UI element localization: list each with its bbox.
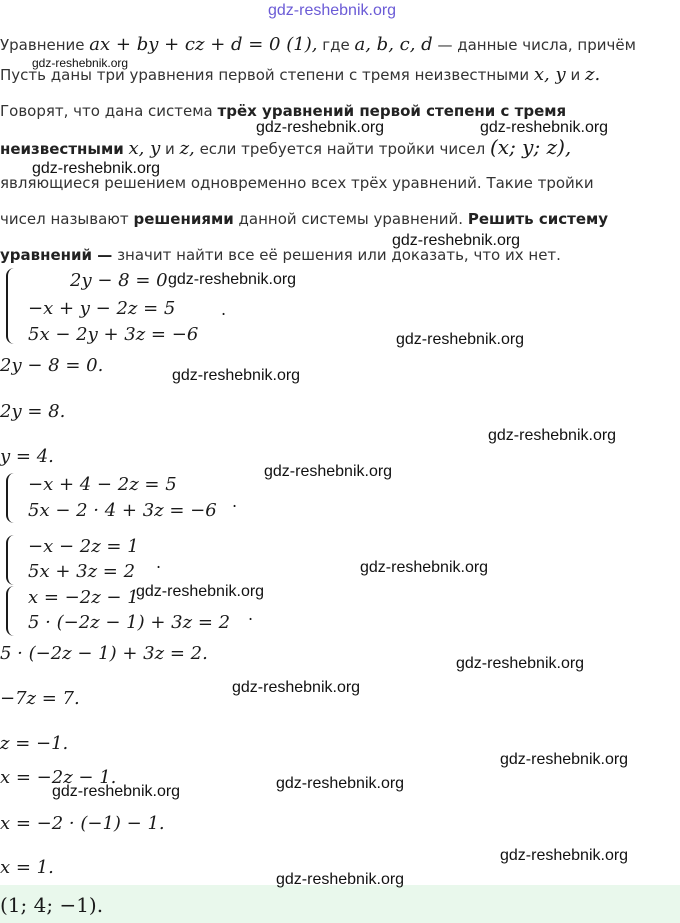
watermark: gdz-reshebnik.org: [392, 232, 521, 249]
brace-system-1: [6, 268, 14, 344]
watermark: gdz-reshebnik.org: [32, 160, 161, 177]
step-7: x = −2z − 1.: [0, 767, 117, 788]
brace-system-4: [6, 586, 14, 636]
system-1-eq-2: −x + y − 2z = 5: [28, 298, 176, 319]
watermark: gdz-reshebnik.org: [480, 119, 609, 136]
intro-text: Пусть даны три уравнения первой степени с тремя неизвестными: [0, 66, 530, 84]
para-bold: Решить систему: [467, 210, 609, 228]
para-text: и: [165, 140, 175, 158]
para-text: Говорят, что дана система: [0, 102, 213, 120]
watermark: gdz-reshebnik.org: [32, 56, 129, 70]
watermark: gdz-reshebnik.org: [500, 847, 629, 864]
para-bold: уравнений —: [0, 246, 113, 264]
system-1-eq-1: 2y − 8 = 0: [70, 270, 168, 291]
para-line: [0, 101, 566, 121]
intro-text: — данные числа, причём: [437, 36, 636, 54]
intro-text: Уравнение: [0, 36, 85, 54]
system-dot: .: [156, 553, 162, 572]
var-z: z,: [179, 138, 195, 159]
answer: (1; 4; −1).: [0, 893, 104, 917]
para-text: данной системы уравнений.: [238, 210, 464, 228]
intro-line-1: [0, 35, 636, 55]
watermark: gdz-reshebnik.org: [360, 559, 489, 576]
brace-system-2: [6, 473, 14, 523]
para-line: [0, 137, 571, 159]
watermark: gdz-reshebnik.org: [488, 427, 617, 444]
system-3-eq-2: 5x + 3z = 2: [28, 561, 136, 582]
system-dot: .: [232, 492, 238, 511]
watermark: gdz-reshebnik.org: [264, 463, 393, 480]
para-line: [0, 209, 608, 229]
watermark: gdz-reshebnik.org: [232, 679, 361, 696]
watermark-header[interactable]: gdz-reshebnik.org: [268, 2, 397, 19]
watermark: gdz-reshebnik.org: [168, 271, 297, 288]
para-bold: неизвестными: [0, 140, 124, 158]
para-line: [0, 173, 594, 193]
para-text: значит найти все её решения или доказать, что их нет.: [117, 246, 561, 264]
var-z: z.: [584, 64, 601, 85]
para-bold: решениями: [133, 210, 234, 228]
watermark: gdz-reshebnik.org: [500, 751, 629, 768]
brace-system-3: [6, 535, 14, 585]
system-2-eq-2: 5x − 2 · 4 + 3z = −6: [28, 500, 217, 521]
coefficients: a, b, c, d: [354, 34, 433, 55]
watermark: gdz-reshebnik.org: [172, 367, 301, 384]
step-6: z = −1.: [0, 733, 69, 754]
system-2-eq-1: −x + 4 − 2z = 5: [28, 474, 177, 495]
step-9: x = 1.: [0, 857, 54, 878]
system-dot: .: [248, 605, 254, 624]
watermark: gdz-reshebnik.org: [276, 775, 405, 792]
step-5: −7z = 7.: [0, 688, 80, 709]
para-bold: трёх уравнений первой степени с тремя: [217, 102, 567, 120]
vars: x, y: [128, 138, 161, 159]
step-3: y = 4.: [0, 446, 54, 467]
triple: (x; y; z),: [490, 135, 572, 159]
system-1-eq-3: 5x − 2y + 3z = −6: [28, 324, 199, 345]
system-4-eq-2: 5 · (−2z − 1) + 3z = 2: [28, 612, 231, 633]
equation-general: ax + by + cz + d = 0 (1),: [89, 34, 318, 55]
vars: x, y: [533, 64, 566, 85]
step-4: 5 · (−2z − 1) + 3z = 2.: [0, 643, 208, 664]
system-dot: .: [221, 300, 227, 319]
para-text: чисел называют: [0, 210, 129, 228]
step-2: 2y = 8.: [0, 401, 66, 422]
watermark: gdz-reshebnik.org: [396, 331, 525, 348]
watermark: gdz-reshebnik.org: [256, 119, 385, 136]
intro-text: где: [322, 36, 350, 54]
watermark: gdz-reshebnik.org: [52, 783, 181, 800]
intro-text: и: [570, 66, 581, 84]
system-3-eq-1: −x − 2z = 1: [28, 536, 139, 557]
para-text: если требуется найти тройки чисел: [199, 140, 486, 158]
step-8: x = −2 · (−1) − 1.: [0, 813, 165, 834]
step-1: 2y − 8 = 0.: [0, 355, 104, 376]
system-4-eq-1: x = −2z − 1: [28, 587, 139, 608]
para-text: являющиеся решением одновременно всех трёх уравнений. Такие тройки: [0, 174, 594, 192]
para-line: [0, 245, 561, 265]
watermark: gdz-reshebnik.org: [276, 871, 405, 888]
watermark: gdz-reshebnik.org: [136, 583, 265, 600]
watermark: gdz-reshebnik.org: [456, 655, 585, 672]
intro-line-2: [0, 65, 600, 85]
